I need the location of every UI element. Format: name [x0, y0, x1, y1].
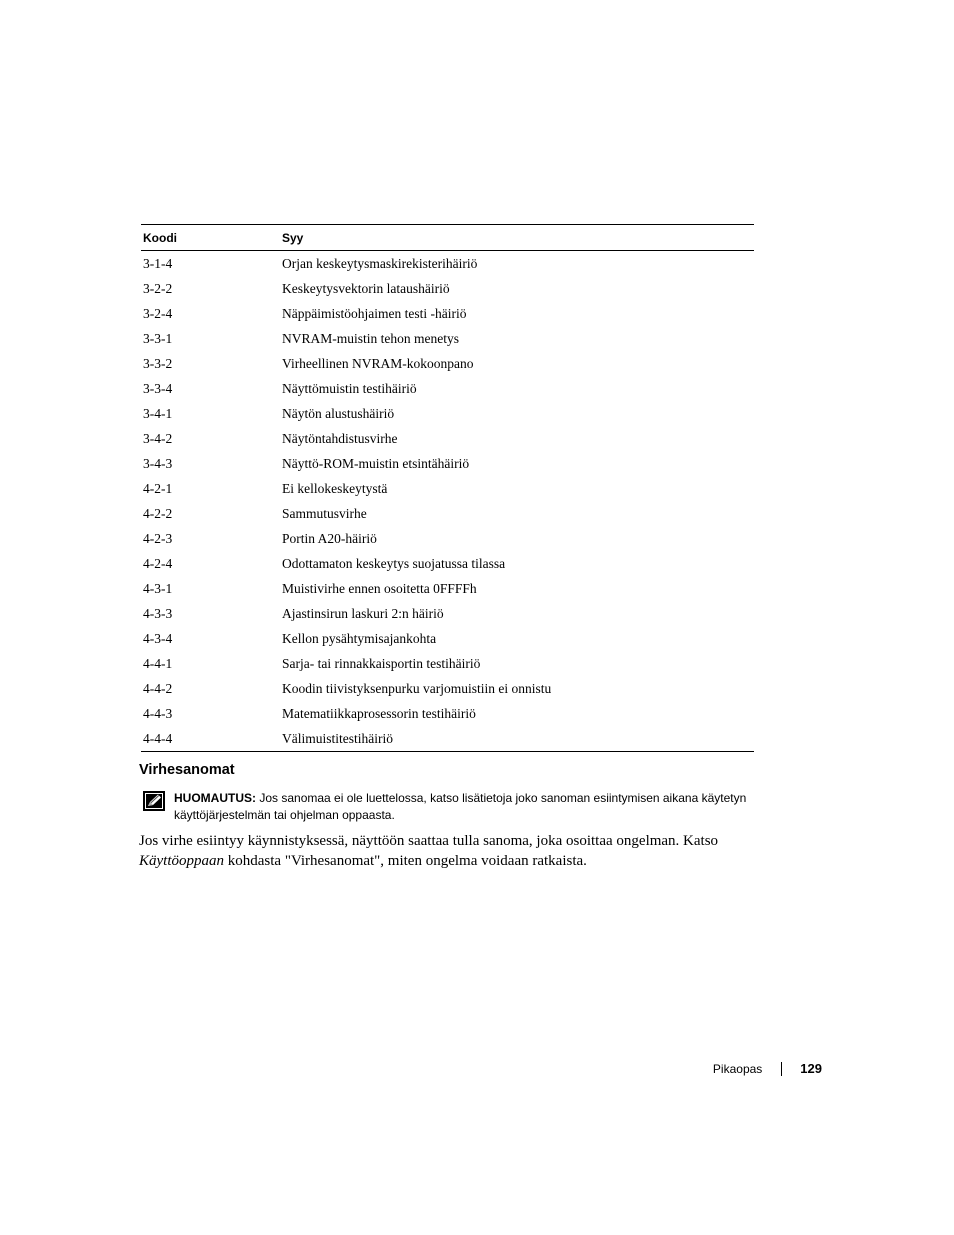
note-body: Jos sanomaa ei ole luettelossa, katso lisätietoja joko sanoman esiintymisen aikana käytetyn käyttöjärjestelmän tai ohjelman oppaasta.: [174, 791, 747, 822]
table-row: [141, 576, 754, 601]
table-row: [141, 326, 754, 351]
table-header-row: [141, 225, 754, 251]
table-row: [141, 626, 754, 651]
cell-code: 4-2-1: [143, 480, 173, 496]
cell-cause: Näytön alustushäiriö: [282, 405, 395, 421]
note-box: [143, 790, 753, 824]
cell-code: 4-3-1: [143, 580, 173, 596]
cell-code: 4-2-3: [143, 530, 173, 546]
cell-code: 4-4-3: [143, 705, 173, 721]
cell-cause: NVRAM-muistin tehon menetys: [282, 330, 459, 346]
cell-cause: Keskeytysvektorin lataushäiriö: [282, 280, 450, 296]
table-row: [141, 251, 754, 276]
footer-section-name: Pikaopas: [712, 1061, 763, 1076]
note-pencil-icon: [143, 791, 165, 811]
body-text-after: kohdasta "Virhesanomat", miten ongelma voidaan ratkaista.: [224, 852, 587, 869]
cell-cause: Matematiikkaprosessorin testihäiriö: [282, 705, 476, 721]
body-paragraph: [139, 832, 754, 871]
page-footer: [713, 1061, 822, 1076]
table-row: [141, 276, 754, 301]
cell-cause: Sarja- tai rinnakkaisportin testihäiriö: [282, 655, 481, 671]
cell-code: 3-4-3: [143, 455, 173, 471]
cell-code: 3-1-4: [143, 255, 173, 271]
cell-code: 4-3-3: [143, 605, 173, 621]
table-row: [141, 701, 754, 726]
cell-code: 4-2-4: [143, 555, 173, 571]
cell-cause: Näppäimistöohjaimen testi -häiriö: [282, 305, 467, 321]
cell-cause: Näytöntahdistusvirhe: [282, 430, 398, 446]
cell-cause: Odottamaton keskeytys suojatussa tilassa: [282, 555, 506, 571]
table-row: [141, 526, 754, 551]
table-row: [141, 476, 754, 501]
cell-cause: Näyttö-ROM-muistin etsintähäiriö: [282, 455, 470, 471]
cell-cause: Muistivirhe ennen osoitetta 0FFFFh: [282, 580, 477, 596]
cell-cause: Kellon pysähtymisajankohta: [282, 630, 437, 646]
table-row: [141, 676, 754, 701]
cell-cause: Välimuistitestihäiriö: [282, 730, 393, 746]
cell-code: 3-3-2: [143, 355, 173, 371]
table-row: [141, 376, 754, 401]
cell-cause: Koodin tiivistyksenpurku varjomuistiin ei onnistu: [282, 680, 552, 696]
cell-code: 4-2-2: [143, 505, 173, 521]
cell-code: 3-2-4: [143, 305, 173, 321]
cell-code: 3-4-2: [143, 430, 173, 446]
cell-cause: Portin A20-häiriö: [282, 530, 377, 546]
cell-cause: Näyttömuistin testihäiriö: [282, 380, 417, 396]
cell-code: 3-2-2: [143, 280, 173, 296]
section-title: Virhesanomat: [139, 762, 235, 778]
table-row: [141, 301, 754, 326]
header-cause: Syy: [282, 230, 304, 245]
table-row: [141, 726, 754, 751]
table-body: [141, 251, 754, 751]
cell-code: 4-4-1: [143, 655, 173, 671]
table-row: [141, 426, 754, 451]
body-emphasis: Käyttöoppaan: [139, 852, 224, 869]
note-text: [174, 790, 753, 824]
page-number: 129: [800, 1061, 822, 1076]
footer-separator: [781, 1062, 782, 1076]
cell-cause: Ei kellokeskeytystä: [282, 480, 388, 496]
table-row: [141, 601, 754, 626]
cell-code: 4-4-2: [143, 680, 173, 696]
cell-code: 4-4-4: [143, 730, 173, 746]
cell-cause: Sammutusvirhe: [282, 505, 367, 521]
table-row: [141, 551, 754, 576]
table-row: [141, 451, 754, 476]
cell-cause: Virheellinen NVRAM-kokoonpano: [282, 355, 474, 371]
body-text-before: Jos virhe esiintyy käynnistyksessä, näyttöön saattaa tulla sanoma, joka osoittaa ongelman. Katso: [139, 833, 719, 849]
cell-code: 3-3-4: [143, 380, 173, 396]
table-row: [141, 351, 754, 376]
table-row: [141, 501, 754, 526]
header-code: Koodi: [143, 230, 177, 245]
cell-cause: Orjan keskeytysmaskirekisterihäiriö: [282, 255, 478, 271]
cell-code: 3-4-1: [143, 405, 173, 421]
cell-code: 3-3-1: [143, 330, 173, 346]
beep-code-table: [141, 224, 754, 752]
table-row: [141, 401, 754, 426]
table-row: [141, 651, 754, 676]
cell-cause: Ajastinsirun laskuri 2:n häiriö: [282, 605, 444, 621]
cell-code: 4-3-4: [143, 630, 173, 646]
note-label: HUOMAUTUS:: [174, 791, 256, 805]
